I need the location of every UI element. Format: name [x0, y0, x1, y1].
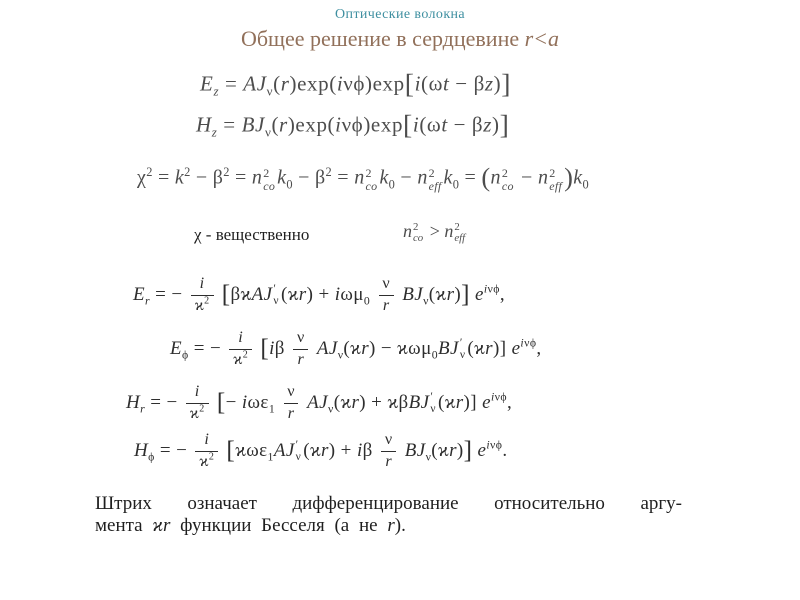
equation-chi-squared: $\chi^2 = k^2 - \beta^2 = n$ 2 co $k_0 - \beta^2 = n$ 2 co $k_0 - n$ 2 eff $k_0 = (n$ 2 co − n 2 eff )$k_0$: [137, 162, 589, 193]
equation-ez: $E_z = AJ_\nu(r)\exp(i\nu\phi)\exp[i(\omega t - \beta z)]$: [200, 68, 512, 99]
equation-er: $E_r$ = − $\frac{i}{ϰ^2}$ [βϰAJ ′ ν (ϰr) + iωμ$_0$ $\frac{\nu}{r}$ $BJ_\nu(ϰr)$] $e^{i\nu\phi}$,: [133, 275, 506, 314]
note-line-1: Штрих означает дифференцирование относительно аргу-: [95, 493, 682, 514]
slide-subtitle: Общее решение в сердцевине r<a: [240, 26, 560, 51]
note-line-2: мента ϰr функции Бесселя (а не r).: [95, 515, 406, 536]
equation-hphi: $H_\phi$ = − $\frac{i}{ϰ^2}$ [ϰωε$_1$AJ ′ ν (ϰr) + iβ $\frac{\nu}{r}$ $BJ_\nu(ϰr)$] $e^{i\nu\phi}$.: [134, 431, 508, 470]
equation-hz: $H_z = BJ_\nu(r)\exp(i\nu\phi)\exp[i(\omega t - \beta z)]$: [196, 109, 510, 140]
equation-ephi: $E_\phi$ = − $\frac{i}{ϰ^2}$ [iβ $\frac{\nu}{r}$ $AJ_\nu(ϰr) - ϰ\omega\mu_0BJ$ ′ ν (ϰr)] $e^{i\nu\phi}$,: [170, 329, 542, 368]
equation-hr: $H_r$ = − $\frac{i}{ϰ^2}$ [− iωε$_1$ $\frac{\nu}{r}$ $AJ_\nu(ϰr) + ϰ\beta BJ$ ′ ν (ϰr)] $e^{i\nu\phi}$,: [126, 383, 513, 422]
label-chi-real: χ - вещественно: [194, 225, 310, 244]
note-prime-explanation: [95, 493, 682, 537]
slide-title: Оптические волокна: [334, 7, 466, 22]
inequality-nco-neff: n 2 co > n 2 eff: [403, 220, 466, 245]
